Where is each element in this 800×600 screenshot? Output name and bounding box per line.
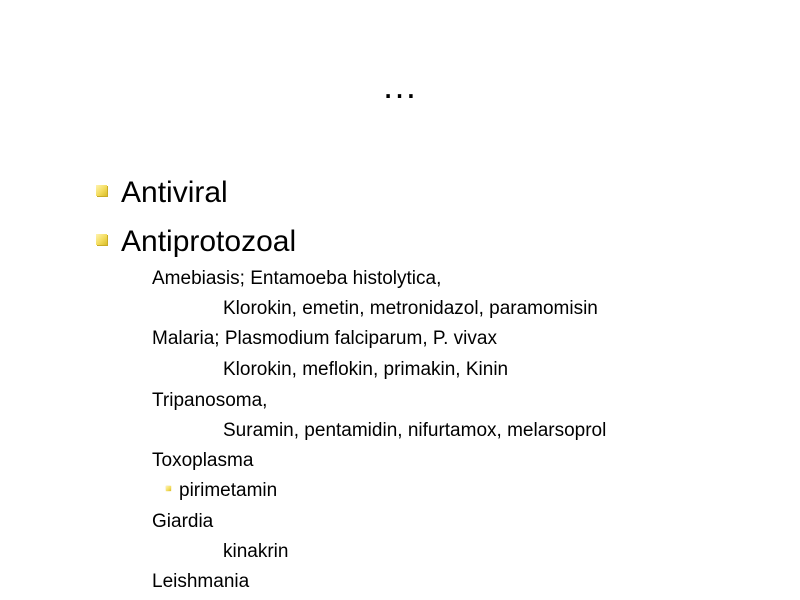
bullet-antiprotozoal <box>96 225 296 259</box>
line-tripanosoma-drugs: Suramin, pentamidin, nifurtamox, melarsoprol <box>223 420 607 441</box>
bullet-label: Antiviral <box>121 176 228 209</box>
line-malaria-drugs: Klorokin, meflokin, primakin, Kinin <box>223 359 509 380</box>
slide-title: … <box>381 65 419 106</box>
line-giardia: Giardia <box>152 511 214 532</box>
line-giardia-drugs: kinakrin <box>223 541 289 562</box>
square-bullet-icon <box>96 234 107 245</box>
square-bullet-icon <box>96 185 107 196</box>
square-bullet-icon <box>166 486 171 491</box>
line-malaria: Malaria; Plasmodium falciparum, P. vivax <box>152 328 497 349</box>
line-amebiasis: Amebiasis; Entamoeba histolytica, <box>152 268 442 289</box>
bullet-antiviral <box>96 176 228 210</box>
line-tripanosoma: Tripanosoma, <box>152 390 268 411</box>
line-leishmania: Leishmania <box>152 571 250 592</box>
line-toxoplasma-drugs-text: pirimetamin <box>179 480 278 501</box>
line-amebiasis-drugs: Klorokin, emetin, metronidazol, paramomisin <box>223 298 598 319</box>
bullet-label: Antiprotozoal <box>121 225 297 258</box>
line-toxoplasma-drugs <box>166 480 277 502</box>
line-toxoplasma: Toxoplasma <box>152 450 254 471</box>
